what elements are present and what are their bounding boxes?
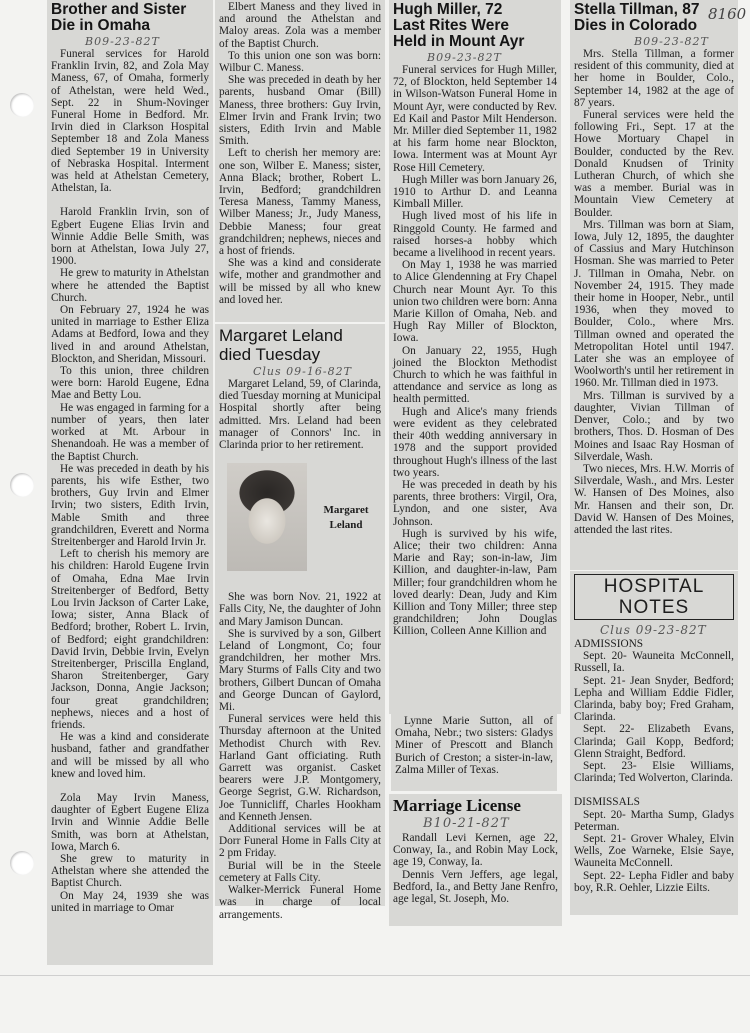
article-paragraph: He grew to maturity in Athelstan where he attended the Baptist Church.: [51, 267, 209, 304]
dismissal-entry: Sept. 21- Grover Whaley, Elvin Wells, Zoe Warneke, Elsie Saye, Wauneita McConnell.: [574, 833, 734, 870]
article-paragraph: Dennis Vern Jeffers, age legal, Bedford, Ia., and Betty Jane Renfro, age legal, St. Joseph, Mo.: [393, 868, 558, 906]
photo-area: [219, 451, 381, 591]
article-paragraph: Margaret Leland, 59, of Clarinda, died Tuesday morning at Municipal Hospital shortly after being admitted. Mrs. Leland had been manager of Connors' Inc. in Clarinda prior to her retirement.: [219, 378, 381, 452]
article-section: [393, 832, 558, 905]
article-paragraph: On February 27, 1924 he was united in marriage to Esther Eliza Adams at Bedford, Iowa and they lived in and around Athelstan, Blockton, and Sheridan, Missouri.: [51, 304, 209, 365]
article-body: [393, 64, 557, 638]
article-paragraph: Left to cherish his memory are his children: Harold Eugene Irvin of Omaha, Edna Mae Irvin Streitenberger of Bedford, Betty Lou Irvin Jackson of Carter Lake, Iowa; sister, Anna Black of Bedford; brother, Robert L. Irvin, of Bedford; eight grandchildren: David Irvin, Debbie Irvin, Evelyn Streitenberger, Priscilla England, Sharon Streitenberger, Gary Jackson, Donna, Angie Jackson; four great grandchildren; nephews, nieces and a host of friends.: [51, 548, 209, 731]
handwritten-date: B09-23-82T: [85, 35, 160, 48]
article-intro: [219, 378, 381, 451]
handwritten-date: Clus 09-16-82T: [253, 365, 352, 378]
article-paragraph: Walker-Merrick Funeral Home was in charge of local arrangements.: [219, 884, 381, 921]
article-paragraph: Funeral services for Hugh Miller, 72, of Blockton, held September 14 in Wilson-Watson Funeral Home in Mount Ayr, were conducted by Rev. Ed Kail and Pastor Milt Henderson. Mr. Miller died September 11, 1982 at his farm home near Blockton, Iowa. Interment was at Mount Ayr Rose Hill Cemetery.: [393, 64, 557, 174]
page-number-annotation: 8160: [708, 5, 747, 23]
headline: [51, 2, 209, 34]
article-paragraph: Zola May Irvin Maness, daughter of Egbert Eugene Eliza Irvin and Winnie Addie Belle Smith, was born at Athelstan, Iowa, March 6.: [51, 791, 209, 853]
hospital-notes-title: [574, 574, 734, 620]
article-paragraph: Burial will be in the Steele cemetery at Falls City.: [219, 859, 381, 884]
article-paragraph: On May 24, 1939 she was united in marriage to Omar: [51, 889, 209, 914]
article-paragraph: He was preceded in death by his parents, his wife Esther, two brothers, Guy Irvin and Elmer Irvin; two sisters, Edith Irvin, Mable Smith and three grandchildren, Everett and Norma Streitenberger and Harold Irvin Jr.: [51, 462, 209, 548]
headline-line: Hugh Miller, 72: [393, 1, 503, 18]
article-paragraph: Mrs. Tillman was born at Siam, Iowa, July 12, 1895, the daughter of Cassius and Mary Hutchinson Hosman. She was married to Peter J. Tillman in Omaha, Nebr. on November 24, 1915. They made their home in Hooper, Nebr., until 1936, when they moved to Boulder, Colo., where Mrs. Tillman owned and operated the Metropolitan Hotel until 1947. Later she was an employee of Woolworth's until her retirement in 1960. Mr. Tillman died in 1973.: [574, 218, 734, 390]
clipping-irvin-continued: [215, 0, 385, 322]
article-section: [574, 48, 734, 536]
article-body: [574, 48, 734, 536]
article-paragraph: Lynne Marie Sutton, all of Omaha, Nebr.; two sisters: Gladys Miner of Prescott and Blanch Burich of Creston; a sister-in-law, Zalma Miller of Texas.: [395, 715, 553, 776]
article-paragraph: Harold Franklin Irvin, son of Egbert Eugene Elias Irvin and Winnie Addie Belle Smith, was born at Athelstan, Iowa July 27, 1900.: [51, 206, 209, 268]
clipping-miller-obituary: [389, 0, 561, 714]
clipping-miller-continued: [391, 713, 557, 791]
headline-line: Last Rites Were: [393, 17, 510, 34]
article-paragraph: Mrs. Stella Tillman, a former resident of this community, died at her home in Boulder, Colo., September 14, 1982 at the age of 87 years.: [574, 48, 734, 109]
article-paragraph: He was engaged in farming for a number of years, then later worked at Mt. Arbour in Shenandoah. He was a member of the Baptist Church.: [51, 401, 209, 463]
punch-hole: [10, 93, 34, 117]
admission-entry: Sept. 23- Elsie Williams, Clarinda; Ted Wolverton, Clarinda.: [574, 760, 734, 785]
article-paragraph: On May 1, 1938 he was married to Alice Glendenning at Fry Chapel Church near Mount Ayr. To this union two children were born: Anna Marie Killon of Omaha, Neb. and Hugh Ray Miller of Blockton, Iowa.: [393, 259, 557, 345]
article-paragraph: Randall Levi Kernen, age 22, Conway, Ia., and Robin May Lock, age 19, Conway, Ia.: [393, 832, 558, 869]
article-paragraph: Hugh is survived by his wife, Alice; their two children: Anna Marie and Ray; son-in-law, Jim Killion, and daughter-in-law, Pam Miller; four grandchildren whom he loved dearly: Dean, Judy and Kim Killion and Tony Miller; three step grandchildren; John Douglas Killion, Colleen Anne Killion and: [393, 527, 557, 638]
article-paragraph: To this union one son was born: Wilbur C. Maness.: [219, 49, 381, 75]
photo-caption: [311, 503, 381, 533]
article-paragraph: She grew to maturity in Athelstan where she attended the Baptist Church.: [51, 853, 209, 890]
article-section: [219, 378, 381, 451]
article-paragraph: Mrs. Tillman is survived by a daughter, Vivian Tillman of Denver, Colo.; and by two brothers, Thos. D. Hosman of Des Moines and Isaac Ray Hosman of Silverdale, Wash.: [574, 389, 734, 463]
article-paragraph: Funeral services for Harold Franklin Irvin, 82, and Zola May Maness, 67, of Omaha, formerly of Athelstan, were held Wed., Sept. 22 in Shum-Novinger Funeral Home in Bedford. Mr. Irvin died in Clarkson Hospital September 18 and Zola Maness died September 19 in University of Nebraska Hospital. Interment was held at Athelstan Cemetery, Athelstan, Ia.: [51, 48, 209, 195]
article-paragraph: She is survived by a son, Gilbert Leland of Longmont, Co; four grandchildren, her mother Mrs. Mary Sturms of Falls City and two brothers, Gilbert Duncan of Omaha and George Duncan of Gaylord, Mi.: [219, 627, 381, 714]
article-body: [219, 0, 381, 306]
article-paragraph: He was preceded in death by his parents, three brothers: Virgil, Ora, Lyndon, and one sister, Ava Johnson.: [393, 478, 557, 528]
headline-line: died Tuesday: [219, 345, 321, 364]
headline: Marriage License: [393, 796, 521, 815]
dismissals-label: DISMISSALS: [574, 796, 640, 809]
punch-hole: [10, 473, 34, 497]
article-paragraph: Left to cherish her memory are: one son, Wilber E. Maness; sister, Anna Black; brother, Robert L. Irvin, Bedford; grandchildren Teresa Maness, Tammy Maness, Wilber Maness; Jr., Judy Maness, Debbie Maness; four great grandchildren; nephews, nieces and a host of friends.: [219, 147, 381, 258]
article-paragraph: Hugh and Alice's many friends were evident as they celebrated their 40th wedding anniversary in 1978 and the support provided throughout Hugh's illness of the last two years.: [393, 405, 557, 479]
handwritten-date: B09-23-82T: [634, 35, 709, 48]
article-paragraph: Hugh lived most of his life in Ringgold County. He farmed and raised horses-a hobby which became a livelihood in recent years.: [393, 210, 557, 260]
admissions-label: ADMISSIONS: [574, 638, 644, 650]
dismissal-entry: Sept. 20- Martha Sump, Gladys Peterman.: [574, 808, 734, 833]
headline-line: Held in Mount Ayr: [393, 33, 525, 50]
admission-entry: Sept. 22- Elizabeth Evans, Clarinda; Gail Kopp, Bedford; Glenn Straight, Bedford.: [574, 723, 734, 760]
article-paragraph: She was born Nov. 21, 1922 at Falls City, Ne, the daughter of John and Mary Jamison Duncan.: [219, 591, 381, 628]
clipping-tillman-obituary: [570, 0, 738, 570]
hospital-list: [574, 638, 734, 894]
caption-line: Margaret: [323, 504, 369, 517]
headline-line: Brother and Sister: [51, 1, 187, 18]
article-section: [51, 206, 209, 780]
headline-line: Die in Omaha: [51, 17, 151, 34]
article-section: [219, 591, 381, 920]
headline: [393, 2, 557, 50]
clipping-hospital-notes: [570, 571, 738, 915]
article-paragraph: To this union, three children were born: Harold Eugene, Edna Mae and Betty Lou.: [51, 365, 209, 402]
headline-line: NOTES: [618, 597, 690, 618]
handwritten-date: Clus 09-23-82T: [600, 623, 707, 637]
clipping-irvin-obituary: [47, 0, 213, 965]
clipping-marriage-license: [389, 794, 562, 926]
article-section: [219, 1, 381, 306]
handwritten-date: B09-23-82T: [427, 51, 502, 64]
admission-entry: Sept. 20- Wauneita McConnell, Russell, Ia.: [574, 650, 734, 675]
clipping-leland-obituary: [215, 324, 385, 921]
article-paragraph: She was preceded in death by her parents, husband Omar (Bill) Maness, three brothers: Guy Irvin, Elmer Irvin and Frank Irvin; two sisters, Edith Irvin and Mable Smith.: [219, 74, 381, 148]
article-body: [395, 713, 553, 776]
article-paragraph: Elbert Maness and they lived in and around the Athelstan and Maloy areas. Zola was a member of the Baptist Church.: [219, 1, 381, 50]
portrait-photo: [227, 463, 307, 571]
article-body: [51, 48, 209, 914]
handwritten-date: B10-21-82T: [423, 816, 510, 831]
article-body: [393, 832, 558, 905]
article-paragraph: Additional services will be at Dorr Funeral Home in Falls City at 2 pm Friday.: [219, 823, 381, 860]
article-paragraph: She was a kind and considerate wife, mother and grandmother and will be missed by all who knew and loved her.: [219, 257, 381, 306]
admission-entry: Sept. 21- Jean Snyder, Bedford; Lepha and William Eddie Fidler, Clarinda, baby boy; Fred Graham, Clarinda.: [574, 674, 734, 724]
article-paragraph: He was a kind and considerate husband, father and grandfather and will be missed by all who knew and loved him.: [51, 731, 209, 780]
headline-line: Margaret Leland: [219, 326, 343, 345]
headline: [219, 326, 381, 364]
page-edge: [0, 975, 750, 976]
article-section: [393, 64, 557, 638]
headline-line: HOSPITAL: [603, 576, 705, 597]
article-body: [219, 591, 381, 920]
dismissal-entry: Sept. 22- Lepha Fidler and baby boy, R.R. Oehler, Lizzie Eilts.: [574, 869, 734, 894]
article-paragraph: Funeral services were held the following Fri., Sept. 17 at the Howe Mortuary Chapel in Boulder, conducted by the Rev. Donald Knudsen of Trinity Lutheran Church, of which she was a member. Burial was in Mountain View Cemetery at Boulder.: [574, 109, 734, 219]
caption-line: Leland: [329, 519, 363, 532]
punch-hole: [10, 851, 34, 875]
article-paragraph: Two nieces, Mrs. H.W. Morris of Silverdale, Wash., and Mrs. Lester W. Hansen of Des Moines, also Mr. Hansen and their son, Dr. David W. Hansen of Des Moines, attended the last rites.: [574, 462, 734, 536]
article-paragraph: On January 22, 1955, Hugh joined the Blockton Methodist Church to which he was faithful in attendance and service as long as health permitted.: [393, 344, 557, 406]
article-paragraph: Funeral services were held this Thursday afternoon at the United Methodist Church with Rev. Harland Gant officiating. Ruth Garrett was organist. Casket bearers were J.P. Montgomery, George Segrist, G.W. Richardson, Joe Tunnicliff, Charles Hookham and Kenneth Jensen.: [219, 713, 381, 823]
article-section: [51, 48, 209, 194]
headline-line: Dies in Colorado: [574, 17, 698, 34]
article-section: [395, 715, 553, 776]
article-section: [51, 792, 209, 914]
headline-line: Stella Tillman, 87: [574, 1, 700, 18]
article-paragraph: Hugh Miller was born January 26, 1910 to Arthur D. and Leanna Kimball Miller.: [393, 173, 557, 211]
